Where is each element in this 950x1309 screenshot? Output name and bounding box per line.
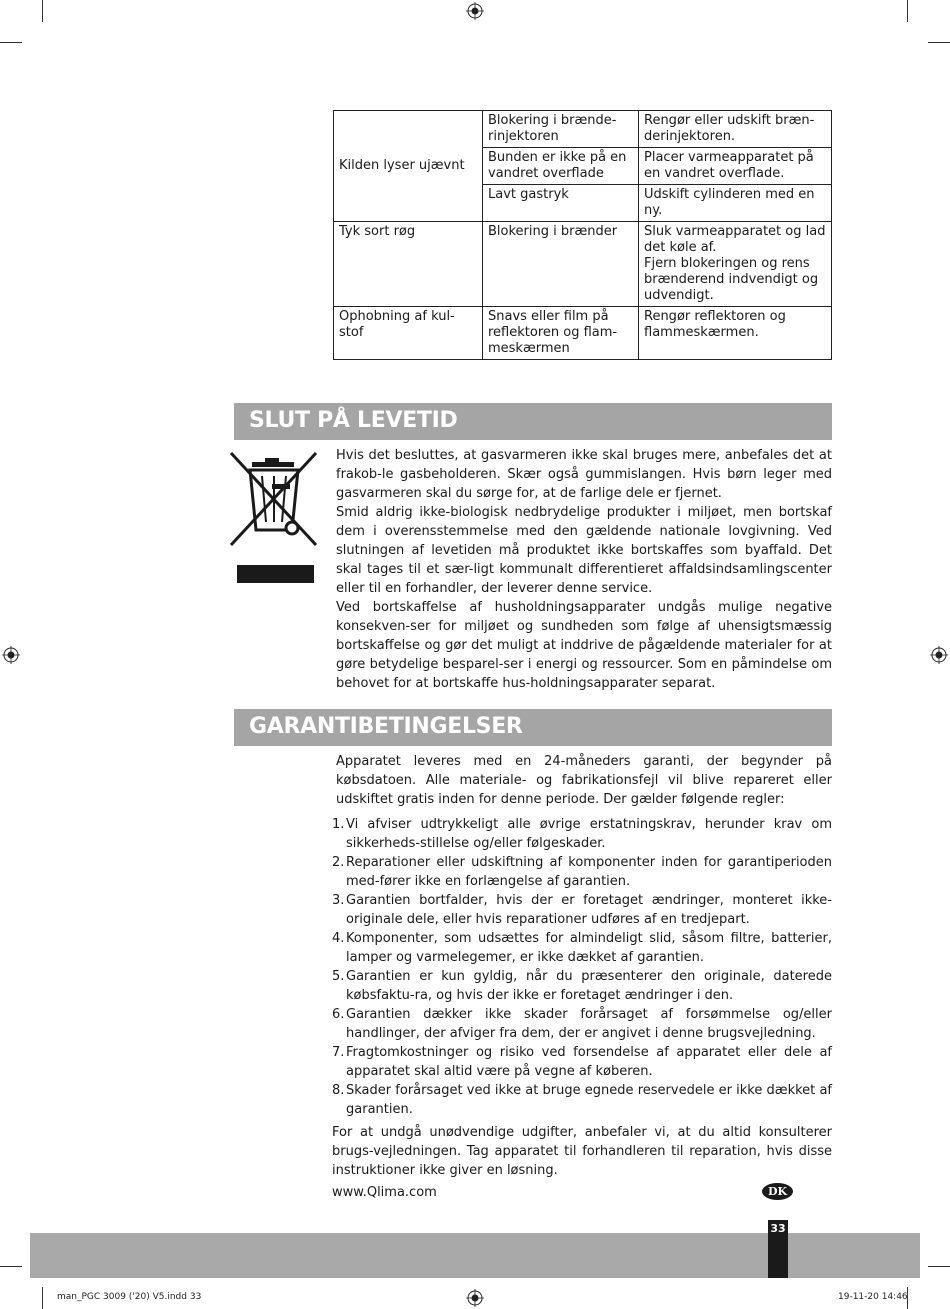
list-item: 2. Reparationer eller udskiftning af komponenter inden for garantiperioden med-fører ikke en forlængelse af garantien. xyxy=(332,855,832,889)
remedy-cell: Placer varmeapparatet på en vandret overflade. xyxy=(639,148,832,185)
problem-cell: Ophobning af kul- stof xyxy=(334,307,483,360)
section-heading-end-of-life xyxy=(234,403,832,440)
crop-mark xyxy=(42,1287,43,1309)
crop-mark xyxy=(907,0,908,22)
paragraph: Ved bortskaffelse af husholdningsapparater undgås mulige negative konsekven-ser for miljøet og sundheden som følge af uhensigtsmæssig bortskaffelse og gør det muligt at inddrive de pågældende materialer for at gøre betydelige besparel-ser i energi og ressourcer. Som en påmindelse om behovet for at bortskaffe hus-holdningsapparater separat. xyxy=(336,600,832,691)
warranty-outro xyxy=(332,1123,832,1180)
language-badge: DK xyxy=(762,1183,793,1200)
weee-crossed-bin-icon xyxy=(228,450,320,586)
cause-cell: Snavs eller film på reflektoren og flam- meskærmen xyxy=(483,307,639,360)
registration-mark-icon xyxy=(466,2,484,20)
crop-mark xyxy=(42,0,43,22)
paragraph: Hvis det besluttes, at gasvarmeren ikke skal bruges mere, anbefales det at frakob-le gasbeholderen. Skær også gummislangen. Hvis børn leger med gasvarmeren skal du sørge for, at de farlige dele er fjernet. xyxy=(336,448,832,501)
cause-cell: Blokering i brænder xyxy=(483,222,639,307)
list-item: 8. Skader forårsaget ved ikke at bruge egnede reservedele er ikke dækket af garantien. xyxy=(332,1083,832,1117)
list-item: 4. Komponenter, som udsættes for almindeligt slid, såsom filtre, batterier, lamper og varmelegemer, er ikke dækket af garantien. xyxy=(332,931,832,965)
list-item: 6. Garantien dækker ikke skader forårsaget af forsømmelse og/eller handlinger, der afviger fra dem, der er angivet i denne brugsvejledning. xyxy=(332,1007,832,1041)
end-of-life-text xyxy=(336,446,832,693)
crop-mark xyxy=(928,1266,950,1267)
table-row xyxy=(334,111,832,148)
list-item: 5. Garantien er kun gyldig, når du præsenterer den originale, daterede købsfaktu-ra, og hvis der ikke er foretaget ændringer i den. xyxy=(332,969,832,1003)
cause-cell: Lavt gastryk xyxy=(483,185,639,222)
section-heading-warranty xyxy=(234,709,832,746)
table-row xyxy=(334,307,832,360)
remedy-cell: Sluk varmeapparatet og lad det køle af. Fjern blokeringen og rens brænderend indvendigt og udvendigt. xyxy=(639,222,832,307)
slug-date: 19-11-20 14:46 xyxy=(838,1292,908,1302)
list-item: 7. Fragtomkostninger og risiko ved forsendelse af apparatet eller dele af apparatet skal altid være på vegne af køberen. xyxy=(332,1045,832,1079)
remedy-cell: Rengør eller udskift bræn- derinjektoren. xyxy=(639,111,832,148)
page-number: 33 xyxy=(770,1222,786,1235)
cause-cell: Bunden er ikke på en vandret overflade xyxy=(483,148,639,185)
table-row xyxy=(334,222,832,307)
crop-mark xyxy=(0,1266,22,1267)
registration-mark-icon xyxy=(930,646,948,664)
remedy-cell: Udskift cylinderen med en ny. xyxy=(639,185,832,222)
list-item: 1. Vi afviser udtrykkeligt alle øvrige erstatningskrav, herunder krav om sikkerheds-stillelse og/eller følgeskader. xyxy=(332,817,832,851)
remedy-cell: Rengør reflektoren og flammeskærmen. xyxy=(639,307,832,360)
troubleshooting-table xyxy=(333,110,832,360)
website-link[interactable]: www.Qlima.com xyxy=(332,1185,437,1200)
registration-mark-icon xyxy=(2,646,20,664)
paragraph: Smid aldrig ikke-biologisk nedbrydelige produkter i miljøet, men bortskaf dem i overensstemmelse med den gældende nationale lovgivning. Ved slutningen af levetiden må produktet ikke bortskaffes som byaffald. Det skal tages til et sær-ligt kommunalt differentieret affaldsindsamlingscenter eller til en forhandler, der leverer denne service. xyxy=(336,505,832,596)
section-title: GARANTIBETINGELSER xyxy=(249,714,523,739)
problem-cell: Tyk sort røg xyxy=(334,222,483,307)
list-item: 3. Garantien bortfalder, hvis der er foretaget ændringer, monteret ikke-originale dele, eller hvis reparationer udføres af en tredjepart. xyxy=(332,893,832,927)
section-title: SLUT PÅ LEVETID xyxy=(249,408,458,433)
slug-filename: man_PGC 3009 ('20) V5.indd 33 xyxy=(57,1292,202,1302)
paragraph: Apparatet leveres med en 24-måneders garanti, der begynder på købsdatoen. Alle materiale- og fabrikationsfejl vil blive repareret eller udskiftet gratis inden for denne periode. Der gælder følgende regler: xyxy=(336,754,832,807)
crop-mark xyxy=(0,42,22,43)
warranty-rules-list xyxy=(332,815,832,1119)
cause-cell: Blokering i brænde- rinjektoren xyxy=(483,111,639,148)
paragraph: For at undgå unødvendige udgifter, anbefaler vi, at du altid konsulterer brugs-vejledningen. Tag apparatet til forhandleren til reparation, hvis disse instruktioner ikke giver en løsning. xyxy=(332,1125,832,1178)
registration-mark-icon xyxy=(466,1289,484,1307)
problem-cell: Kilden lyser ujævnt xyxy=(334,111,483,222)
warranty-intro xyxy=(336,752,832,809)
crop-mark xyxy=(928,42,950,43)
